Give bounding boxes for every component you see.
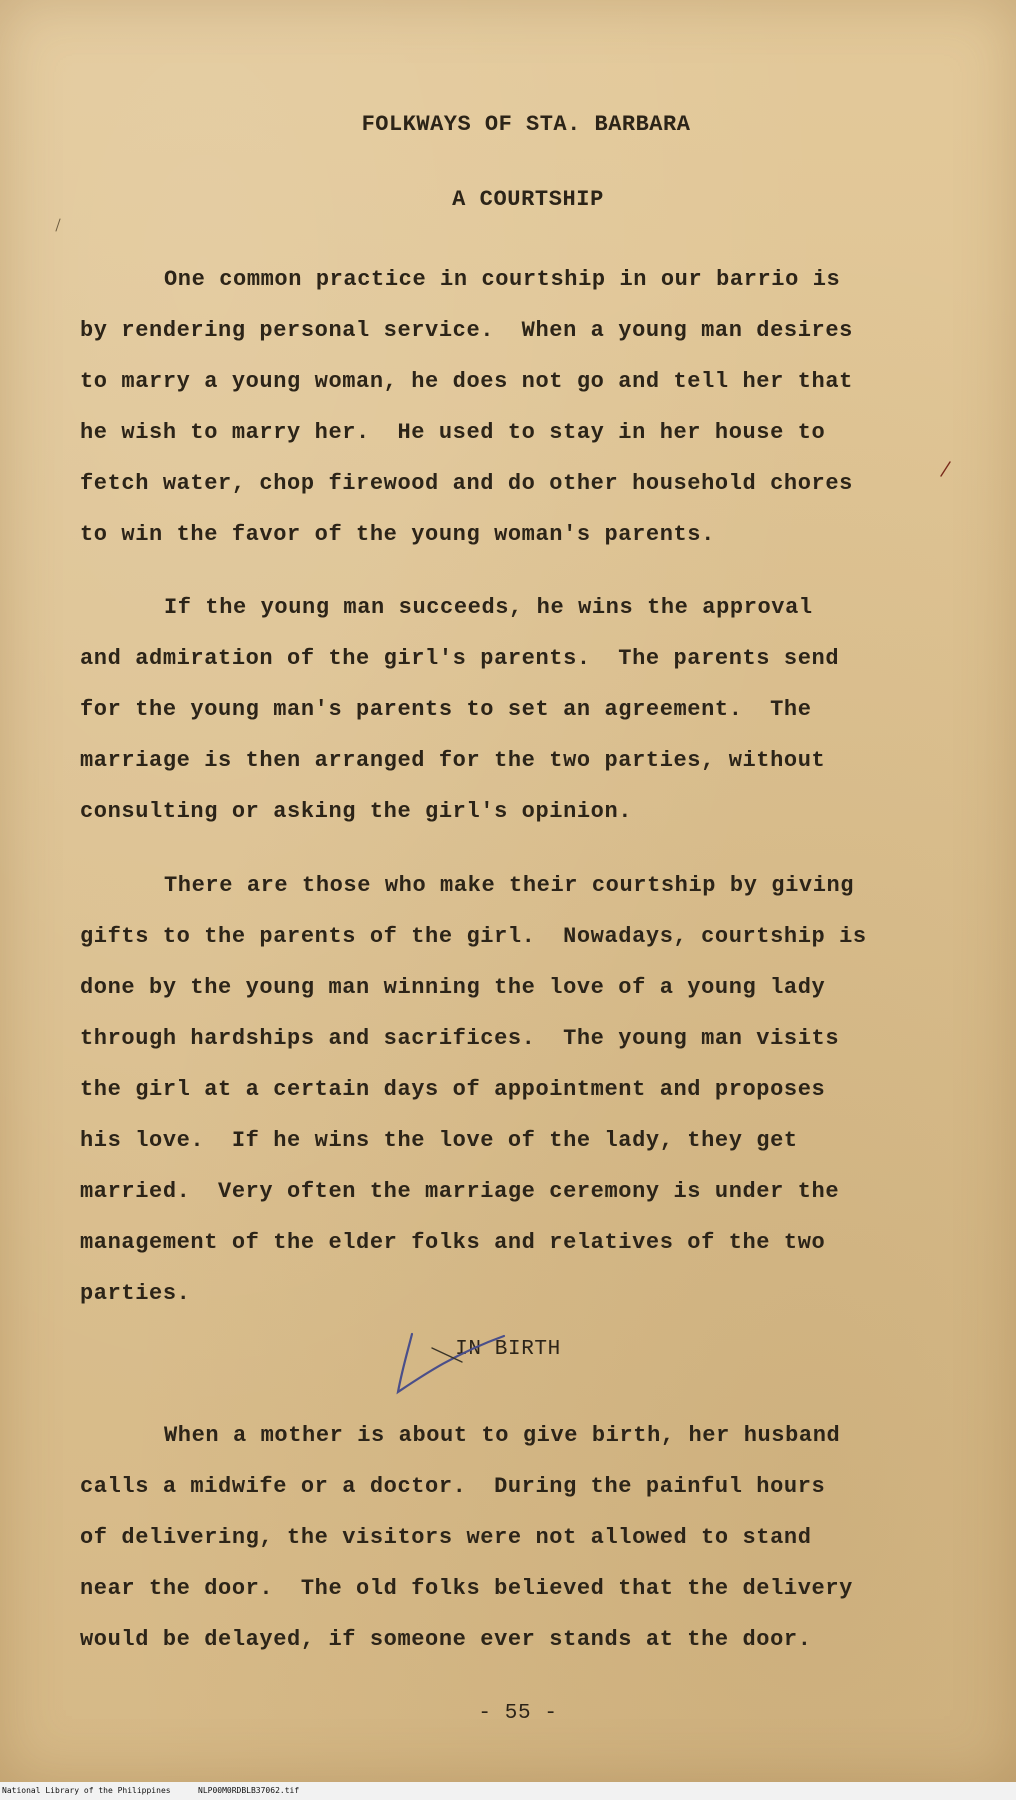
text-line: to marry a young woman, he does not go and tell her that	[80, 369, 853, 394]
scan-footer	[0, 1782, 1016, 1800]
margin-tick-icon	[55, 218, 61, 232]
text-line: he wish to marry her. He used to stay in her house to	[80, 420, 826, 445]
text-line: to win the favor of the young woman's parents.	[80, 522, 715, 547]
courtship-paragraph-1	[80, 254, 920, 560]
footer-file-id: NLP00M0RDBLB37062.tif	[198, 1786, 300, 1795]
text-line: of delivering, the visitors were not allowed to stand	[80, 1525, 812, 1550]
text-line: When a mother is about to give birth, her husband	[164, 1423, 841, 1448]
text-line: One common practice in courtship in our barrio is	[164, 267, 841, 292]
section-heading-birth: IN BIRTH	[455, 1338, 561, 1361]
page-number: - 55 -	[478, 1702, 558, 1725]
text-line: parties.	[80, 1281, 191, 1306]
text-line: would be delayed, if someone ever stands at the door.	[80, 1627, 812, 1652]
text-line: near the door. The old folks believed that the delivery	[80, 1576, 853, 1601]
text-line: gifts to the parents of the girl. Nowadays, courtship is	[80, 924, 867, 949]
text-line: management of the elder folks and relatives of the two	[80, 1230, 826, 1255]
margin-tick-icon	[938, 460, 952, 478]
text-line: fetch water, chop firewood and do other household chores	[80, 471, 853, 496]
text-line: married. Very often the marriage ceremony is under the	[80, 1179, 840, 1204]
text-line: for the young man's parents to set an agreement. The	[80, 697, 812, 722]
section-heading-courtship: A COURTSHIP	[452, 187, 604, 212]
document-title: FOLKWAYS OF STA. BARBARA	[361, 112, 691, 137]
birth-paragraph-1	[80, 1410, 920, 1665]
text-line: marriage is then arranged for the two parties, without	[80, 748, 826, 773]
courtship-paragraph-3	[80, 860, 920, 1319]
text-line: through hardships and sacrifices. The young man visits	[80, 1026, 840, 1051]
text-line: the girl at a certain days of appointment and proposes	[80, 1077, 826, 1102]
courtship-paragraph-2	[80, 582, 920, 837]
text-line: and admiration of the girl's parents. The parents send	[80, 646, 840, 671]
text-line: his love. If he wins the love of the lady, they get	[80, 1128, 798, 1153]
text-line: calls a midwife or a doctor. During the painful hours	[80, 1474, 826, 1499]
pencil-check-mark-icon	[392, 1330, 512, 1400]
text-line: done by the young man winning the love of a young lady	[80, 975, 826, 1000]
text-line: If the young man succeeds, he wins the approval	[164, 595, 813, 620]
text-line: There are those who make their courtship by giving	[164, 873, 855, 898]
footer-library-label: National Library of the Philippines	[2, 1786, 171, 1795]
text-line: consulting or asking the girl's opinion.	[80, 799, 633, 824]
text-line: by rendering personal service. When a young man desires	[80, 318, 853, 343]
